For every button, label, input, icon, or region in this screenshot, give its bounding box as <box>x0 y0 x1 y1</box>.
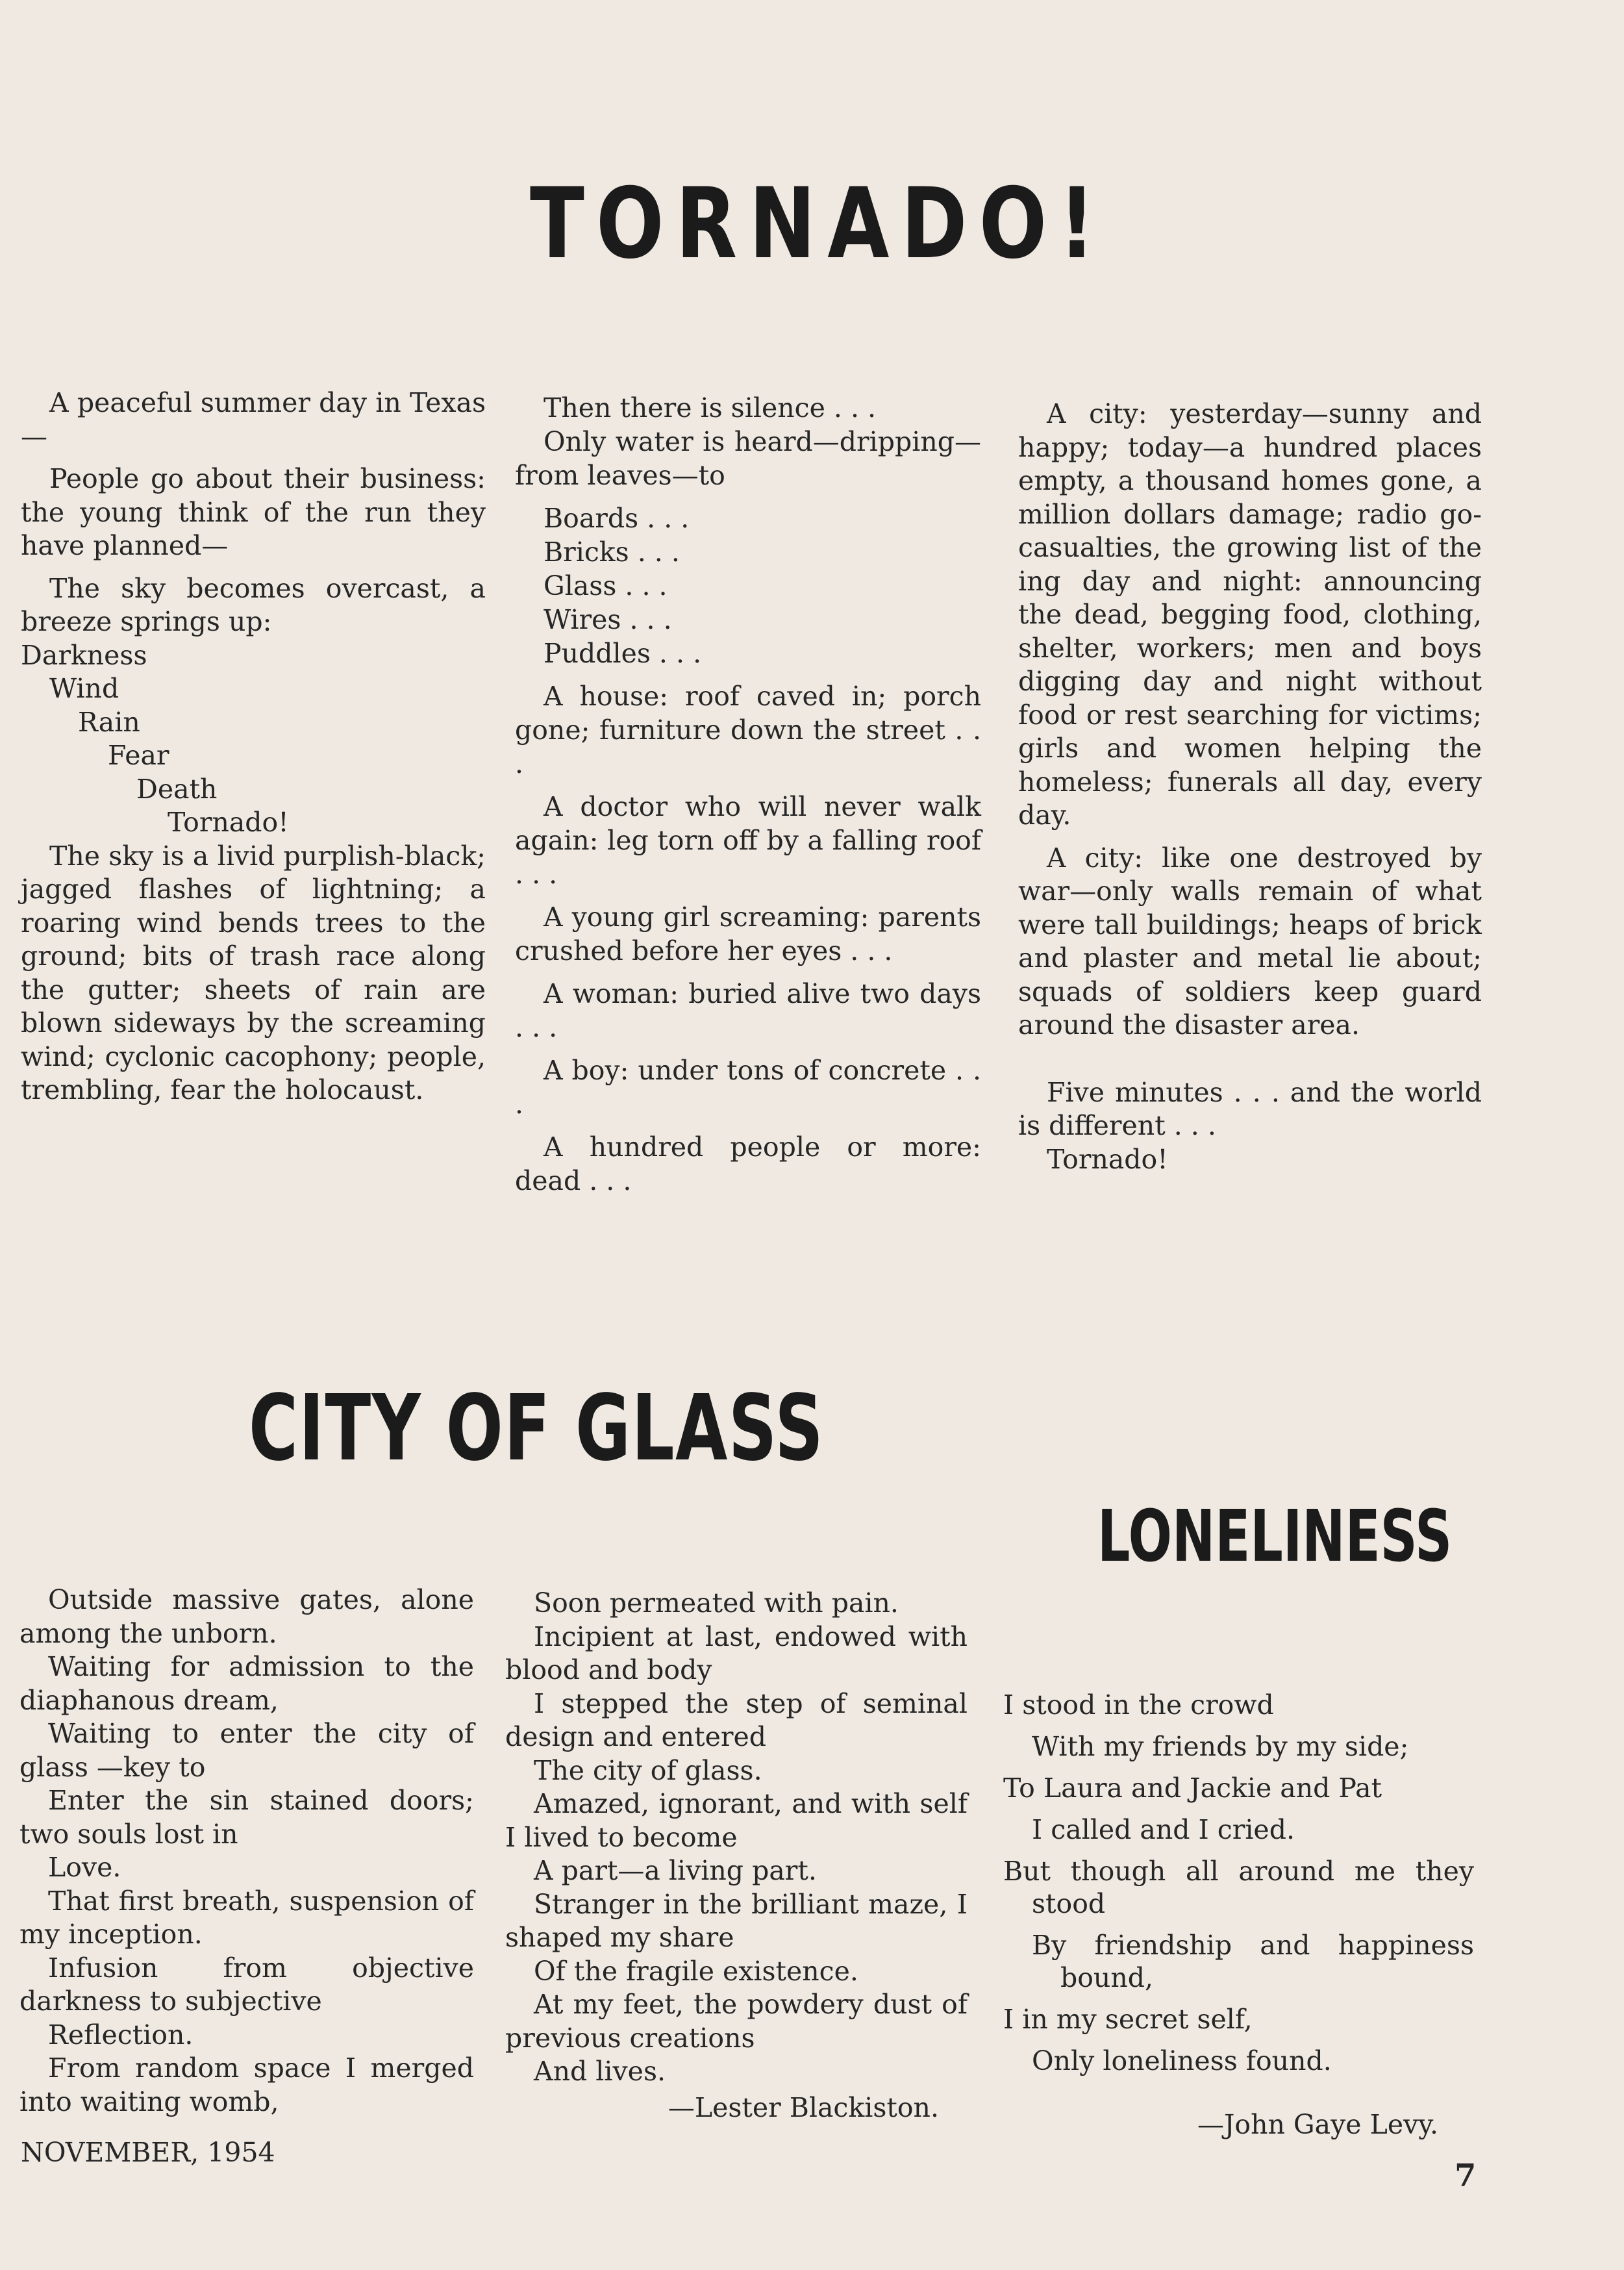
paragraph: A city: like one destroyed by war—only walls remain of what were tall buildings; heaps of brick and plaster and metal lie about; squads of soldiers keep guard around the disaster area. <box>1018 842 1482 1040</box>
verse-line: But though all around me they stood <box>1003 1856 1474 1919</box>
issue-date: NOVEMBER, 1954 <box>21 2137 275 2168</box>
stanza-line: Wind <box>49 673 119 704</box>
paragraph: A city: yesterday—sunny and happy; today—a hundred places empty, a thousand homes gone, a million dollars damage; radio go-casualties, the growing list of the ing day and night: announcing the dead, begging food, clothing, shelter, workers; men and boys digging day and night without food or rest searching for victims; girls and women helping the homeless; funerals all day, every day. <box>1018 398 1482 831</box>
paragraph: A house: roof caved in; porch gone; furniture down the street . . . <box>515 681 981 779</box>
loneliness-poem <box>1003 1689 1474 2141</box>
verse-line: At my feet, the powdery dust of previous creations <box>505 1989 968 2054</box>
verse-line: I stepped the step of seminal design and entered <box>505 1687 968 1752</box>
verse-line: With my friends by my side; <box>1032 1731 1409 1762</box>
paragraph: The sky is a livid purplish-black; jagged flashes of lightning; a roaring wind bends trees to the ground; bits of trash race along the gutter; sheets of rain are blown sideways by the screaming wind; cyclonic cacophony; people, trembling, fear the holocaust. <box>21 840 486 1105</box>
verse-line: The city of glass. <box>534 1754 762 1786</box>
paragraph: Tornado! <box>1047 1143 1168 1175</box>
list-item: Glass . . . <box>543 570 668 601</box>
verse-line: Incipient at last, endowed with blood and body <box>505 1621 968 1685</box>
verse-line: Waiting for admission to the diaphanous dream, <box>19 1651 474 1716</box>
verse-line: Of the fragile existence. <box>534 1955 858 1987</box>
verse-line: Enter the sin stained doors; two souls lost in <box>19 1785 474 1850</box>
verse-line: Waiting to enter the city of glass —key to <box>19 1718 474 1783</box>
stanza-line: Death <box>136 773 218 805</box>
verse-line: Reflection. <box>48 2019 194 2050</box>
loneliness-title: LONELINESS <box>1097 1494 1453 1578</box>
paragraph: Five minutes . . . and the world is different . . . <box>1018 1076 1482 1141</box>
tornado-title: TORNADO! <box>530 168 1107 281</box>
verse-line: Infusion from objective darkness to subjective <box>19 1952 474 2017</box>
verse-line: By friendship and happiness bound, <box>1032 1930 1474 1993</box>
verse-line: That first breath, suspension of my inception. <box>19 1885 474 1950</box>
page-number: 7 <box>1455 2158 1477 2194</box>
paragraph: A doctor who will never walk again: leg torn off by a falling roof . . . <box>515 791 981 890</box>
stanza-line: Darkness <box>21 639 147 671</box>
paragraph: The sky becomes overcast, a breeze springs up: <box>21 572 486 637</box>
list-item: Boards . . . <box>543 503 690 534</box>
stanza-line: Tornado! <box>168 807 289 838</box>
paragraph: A peaceful summer day in Texas— <box>21 387 486 452</box>
city-of-glass-column-1 <box>19 1583 474 2119</box>
verse-line: I stood in the crowd <box>1003 1689 1274 1721</box>
verse-line: And lives. <box>534 2056 666 2087</box>
verse-line: Amazed, ignorant, and with self I lived to become <box>505 1788 968 1853</box>
stanza-line: Fear <box>108 740 169 771</box>
verse-line: Stranger in the brilliant maze, I shaped my share <box>505 1888 968 1953</box>
verse-line: I in my secret self, <box>1003 2004 1253 2035</box>
tornado-column-1 <box>21 386 486 1107</box>
verse-line: Soon permeated with pain. <box>534 1587 899 1619</box>
stanza-line: Rain <box>78 706 140 738</box>
city-of-glass-title: CITY OF GLASS <box>249 1376 825 1482</box>
verse-line: To Laura and Jackie and Pat <box>1003 1772 1382 1804</box>
paragraph: People go about their business: the young think of the run they have planned— <box>21 463 486 561</box>
author-signature: —Lester Blackiston. <box>668 2091 939 2123</box>
verse-line: I called and I cried. <box>1032 1814 1295 1845</box>
tornado-column-3 <box>1018 397 1482 1176</box>
verse-line: From random space I merged into waiting womb, <box>19 2052 474 2117</box>
paragraph: A hundred people or more: dead . . . <box>515 1131 981 1196</box>
paragraph: A boy: under tons of concrete . . . <box>515 1055 981 1120</box>
list-item: Puddles . . . <box>543 638 702 669</box>
list-item: Bricks . . . <box>543 536 680 568</box>
verse-line: Outside massive gates, alone among the unborn. <box>19 1584 474 1649</box>
city-of-glass-column-2 <box>505 1587 968 2125</box>
verse-line: Love. <box>48 1852 121 1883</box>
list-item: Wires . . . <box>543 604 672 635</box>
paragraph: Only water is heard—dripping— from leaves—to <box>515 426 981 491</box>
paragraph: A young girl screaming: parents crushed before her eyes . . . <box>515 902 981 966</box>
verse-line: A part—a living part. <box>534 1855 817 1886</box>
paragraph: Then there is silence . . . <box>543 392 877 423</box>
paragraph: A woman: buried alive two days . . . <box>515 978 981 1043</box>
verse-line: Only loneliness found. <box>1032 2045 1332 2076</box>
author-signature: —John Gaye Levy. <box>1197 2109 1438 2140</box>
tornado-column-2 <box>515 391 981 1198</box>
